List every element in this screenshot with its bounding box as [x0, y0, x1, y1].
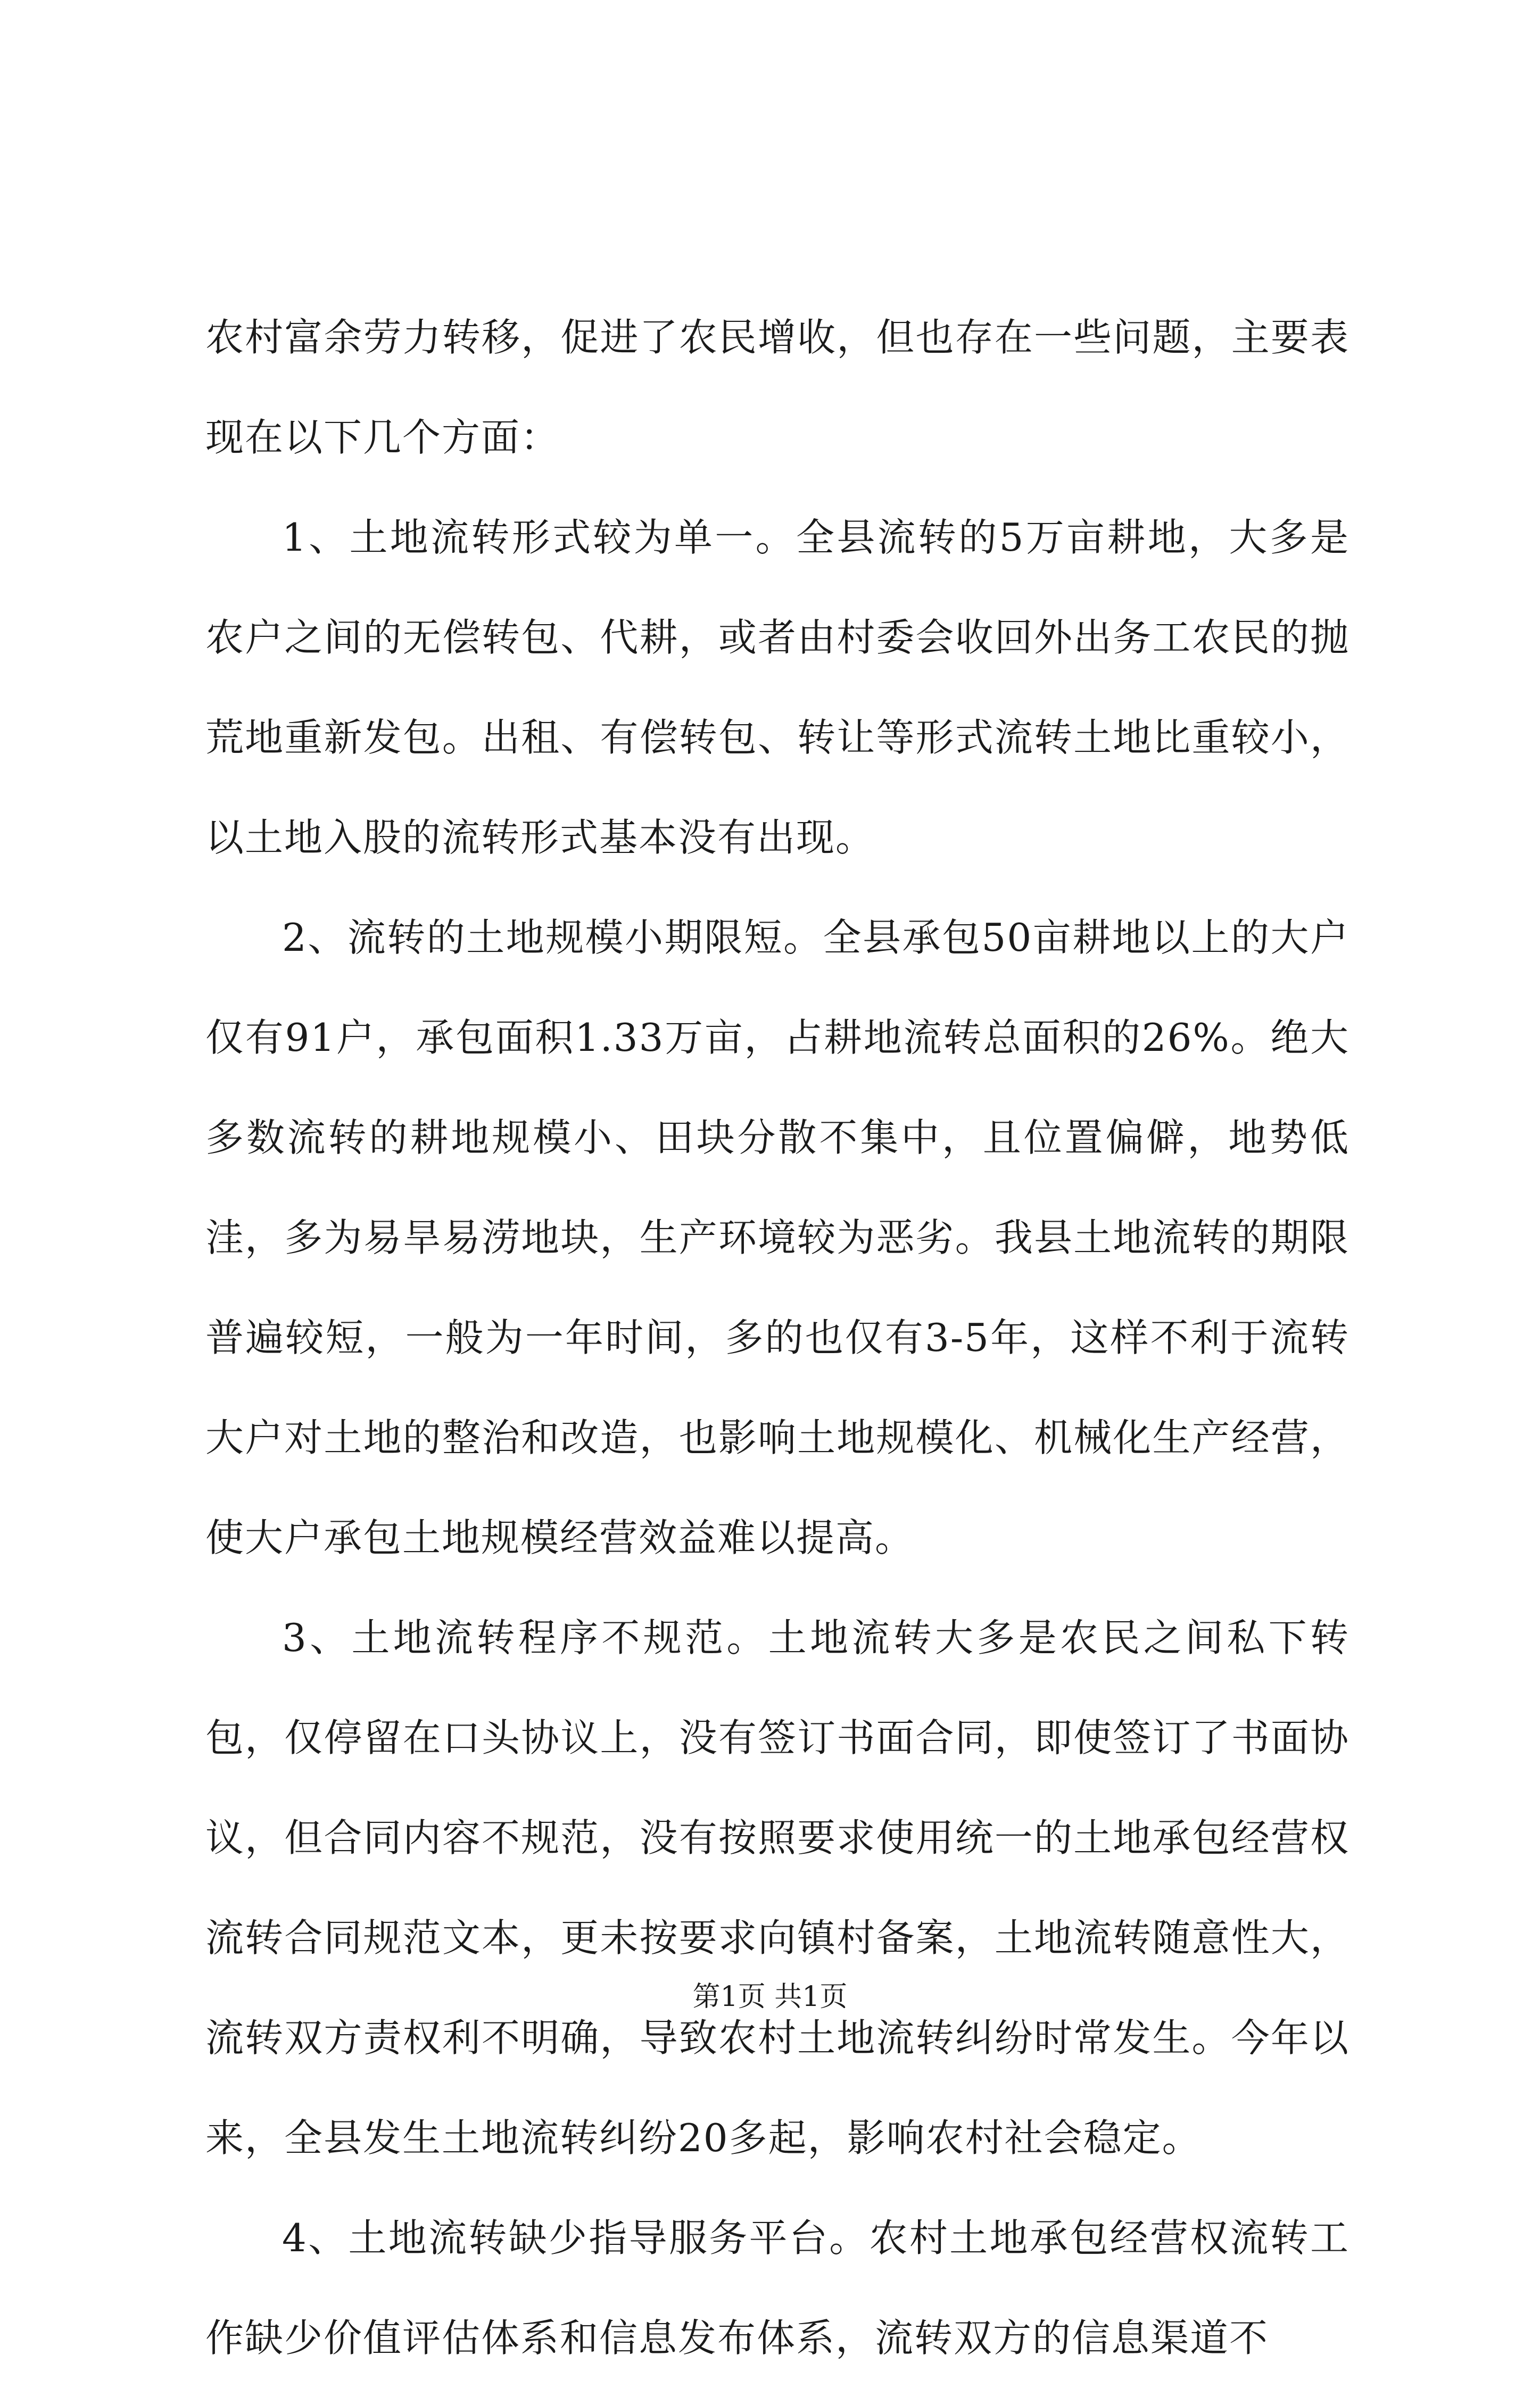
paragraph-item-1: 1、土地流转形式较为单一。全县流转的5万亩耕地，大多是农户之间的无偿转包、代耕，或者由村委会收回外出务工农民的抛荒地重新发包。出租、有偿转包、转让等形式流转土地比重较小，以土地入股的流转形式基本没有出现。: [205, 515, 1349, 860]
page-number-label: 第1页 共1页: [692, 1981, 848, 2013]
paragraph-item-4: 4、土地流转缺少指导服务平台。农村土地承包经营权流转工作缺少价值评估体系和信息发布体系，流转双方的信息渠道不: [205, 2216, 1349, 2360]
paragraph-item-3: 3、土地流转程序不规范。土地流转大多是农民之间私下转包，仅停留在口头协议上，没有签订书面合同，即使签订了书面协议，但合同内容不规范，没有按照要求使用统一的土地承包经营权流转合同规范文本，更未按要求向镇村备案，土地流转随意性大，流转双方责权利不明确，导致农村土地流转纠纷时常发生。今年以来，全县发生土地流转纠纷20多起，影响农村社会稳定。: [205, 1615, 1349, 2160]
document-body: [205, 287, 1349, 2388]
paragraph-item-2: 2、流转的土地规模小期限短。全县承包50亩耕地以上的大户仅有91户，承包面积1.33万亩，占耕地流转总面积的26%。绝大多数流转的耕地规模小、田块分散不集中，且位置偏僻，地势低洼，多为易旱易涝地块，生产环境较为恶劣。我县土地流转的期限普遍较短，一般为一年时间，多的也仅有3-5年，这样不利于流转大户对土地的整治和改造，也影响土地规模化、机械化生产经营，使大户承包土地规模经营效益难以提高。: [205, 915, 1349, 1560]
paragraph-intro: 农村富余劳力转移，促进了农民增收，但也存在一些问题，主要表现在以下几个方面：: [205, 315, 1349, 460]
page-footer: [0, 1978, 1540, 2016]
